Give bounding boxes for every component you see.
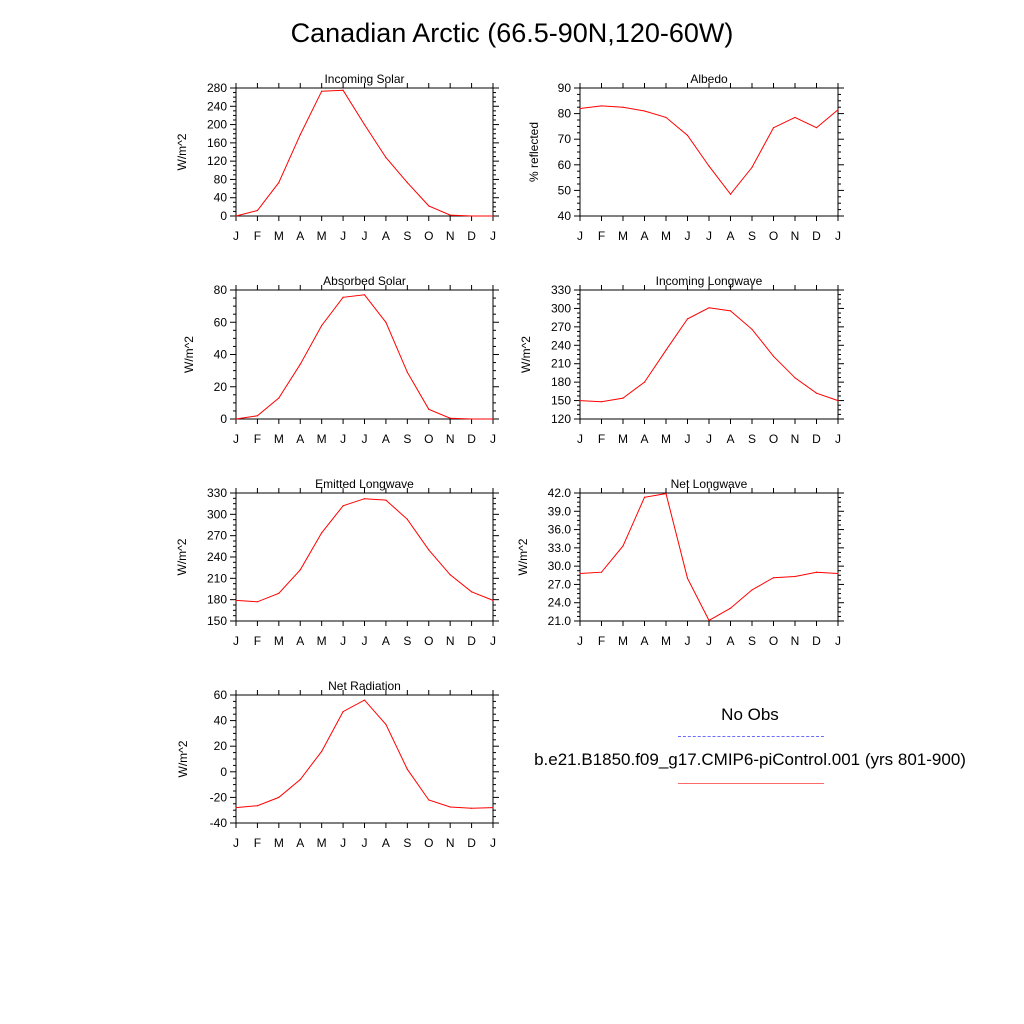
data-point xyxy=(644,110,645,111)
series-line xyxy=(236,90,493,216)
plot-frame xyxy=(580,493,838,621)
x-tick-label: D xyxy=(812,634,821,648)
y-tick-label: 20 xyxy=(213,739,227,754)
data-point xyxy=(730,194,731,195)
chart-panel-4 xyxy=(519,274,844,446)
y-tick-label: 80 xyxy=(557,106,571,121)
x-tick-label: O xyxy=(424,634,434,648)
data-point xyxy=(773,577,774,578)
x-tick-label: S xyxy=(403,229,412,243)
x-tick-label: A xyxy=(381,432,390,446)
x-tick-label: M xyxy=(618,634,628,648)
data-point xyxy=(837,109,838,110)
series-line xyxy=(236,295,493,419)
y-tick-label: 33.0 xyxy=(547,540,571,555)
x-tick-label: J xyxy=(577,229,583,243)
chart-panel-5 xyxy=(175,477,499,648)
x-tick-label: D xyxy=(467,634,476,648)
y-tick-label: 0 xyxy=(220,412,227,426)
x-tick-label: A xyxy=(381,634,390,648)
y-tick-label: 80 xyxy=(213,172,227,187)
data-point xyxy=(300,569,301,570)
y-tick-label: 27.0 xyxy=(547,577,571,592)
x-tick-label: A xyxy=(640,229,649,243)
y-tick-label: 40 xyxy=(213,713,227,728)
x-tick-label: F xyxy=(597,432,606,446)
x-tick-label: S xyxy=(747,634,757,648)
data-point xyxy=(278,397,279,398)
y-axis-label: W/m^2 xyxy=(519,336,533,373)
x-tick-label: J xyxy=(490,634,496,648)
data-point xyxy=(300,779,301,780)
data-point xyxy=(428,409,429,410)
x-tick-label: N xyxy=(445,432,455,446)
x-tick-label: M xyxy=(618,432,628,446)
x-tick-label: S xyxy=(403,634,412,648)
x-tick-label: J xyxy=(361,836,368,850)
data-point xyxy=(816,393,817,394)
data-point xyxy=(407,182,408,183)
y-tick-label: 70 xyxy=(557,132,571,147)
y-tick-label: 240 xyxy=(206,99,227,114)
data-point xyxy=(385,500,386,501)
y-tick-label: 42.0 xyxy=(547,486,571,500)
data-point xyxy=(492,418,493,419)
data-point xyxy=(601,572,602,573)
y-tick-label: 36.0 xyxy=(547,522,571,537)
data-point xyxy=(235,215,236,216)
x-tick-label: M xyxy=(661,229,671,243)
y-tick-label: 240 xyxy=(550,338,571,353)
x-tick-label: M xyxy=(618,229,628,243)
y-axis-label: W/m^2 xyxy=(182,336,196,373)
y-tick-label: 24.0 xyxy=(547,595,571,610)
x-tick-label: J xyxy=(340,836,347,850)
plot-frame xyxy=(580,290,838,419)
x-tick-label: M xyxy=(316,634,327,648)
x-tick-label: J xyxy=(233,634,239,648)
x-tick-label: M xyxy=(273,634,284,648)
data-point xyxy=(321,751,322,752)
data-point xyxy=(644,382,645,383)
y-tick-label: 20 xyxy=(213,379,227,394)
data-point xyxy=(751,167,752,168)
x-tick-label: N xyxy=(445,634,455,648)
y-tick-label: 40 xyxy=(213,347,227,362)
data-point xyxy=(342,505,343,506)
y-tick-label: 200 xyxy=(206,117,227,132)
series-line xyxy=(580,106,838,194)
data-point xyxy=(342,90,343,91)
data-point xyxy=(257,805,258,806)
data-point xyxy=(816,572,817,573)
data-point xyxy=(364,124,365,125)
x-tick-label: A xyxy=(726,634,735,648)
x-tick-label: A xyxy=(381,836,390,850)
y-tick-label: 39.0 xyxy=(547,504,571,519)
x-tick-label: N xyxy=(445,836,455,850)
series-line xyxy=(580,494,838,621)
series-line xyxy=(236,499,493,602)
data-point xyxy=(407,769,408,770)
data-point xyxy=(450,574,451,575)
x-tick-label: J xyxy=(361,432,368,446)
data-point xyxy=(342,297,343,298)
data-point xyxy=(300,364,301,365)
x-tick-label: S xyxy=(403,432,412,446)
y-tick-label: 300 xyxy=(550,301,571,316)
y-tick-label: 210 xyxy=(550,356,571,371)
data-point xyxy=(794,117,795,118)
x-tick-label: A xyxy=(296,634,305,648)
x-tick-label: O xyxy=(424,836,434,850)
x-tick-label: F xyxy=(253,634,262,648)
chart-title: Albedo xyxy=(690,72,728,86)
data-point xyxy=(450,214,451,215)
x-tick-label: J xyxy=(490,432,496,446)
y-axis-label: W/m^2 xyxy=(175,133,189,171)
y-tick-label: 180 xyxy=(206,592,227,607)
x-tick-label: D xyxy=(467,229,476,243)
data-point xyxy=(321,532,322,533)
x-tick-label: N xyxy=(445,229,455,243)
x-tick-label: S xyxy=(747,229,757,243)
y-tick-label: 240 xyxy=(206,550,227,564)
x-tick-label: J xyxy=(577,634,583,648)
data-point xyxy=(687,578,688,579)
x-tick-label: D xyxy=(467,836,476,850)
x-tick-label: J xyxy=(340,634,347,648)
y-axis-label: W/m^2 xyxy=(175,538,189,576)
data-point xyxy=(407,519,408,520)
y-tick-label: 0 xyxy=(220,209,227,223)
data-point xyxy=(471,808,472,809)
data-point xyxy=(428,799,429,800)
data-point xyxy=(601,105,602,106)
x-tick-label: M xyxy=(273,432,284,446)
x-tick-label: M xyxy=(316,836,327,850)
data-point xyxy=(794,576,795,577)
x-tick-label: D xyxy=(812,432,821,446)
data-point xyxy=(751,589,752,590)
data-point xyxy=(794,377,795,378)
legend-model-label: b.e21.B1850.f09_g17.CMIP6-piControl.001 (yrs 801-900) xyxy=(534,750,966,769)
data-point xyxy=(407,372,408,373)
y-tick-label: 120 xyxy=(206,154,227,169)
x-tick-label: A xyxy=(296,229,305,243)
data-point xyxy=(364,498,365,499)
y-tick-label: 60 xyxy=(213,688,227,702)
data-point xyxy=(235,807,236,808)
data-point xyxy=(773,356,774,357)
y-tick-label: 280 xyxy=(206,81,227,95)
x-tick-label: J xyxy=(340,229,347,243)
x-tick-label: A xyxy=(640,432,649,446)
x-tick-label: M xyxy=(661,432,671,446)
plot-frame xyxy=(236,290,493,419)
data-point xyxy=(665,350,666,351)
data-point xyxy=(321,91,322,92)
y-tick-label: -40 xyxy=(209,816,227,830)
y-tick-label: 330 xyxy=(550,283,571,297)
x-tick-label: D xyxy=(467,432,476,446)
data-point xyxy=(579,108,580,109)
data-point xyxy=(257,601,258,602)
x-tick-label: M xyxy=(316,229,327,243)
plot-frame xyxy=(236,88,493,216)
data-point xyxy=(601,401,602,402)
data-point xyxy=(708,307,709,308)
x-tick-label: J xyxy=(706,229,712,243)
chart-panel-3 xyxy=(182,274,499,446)
x-tick-label: F xyxy=(253,229,262,243)
x-tick-label: J xyxy=(490,229,496,243)
x-tick-label: O xyxy=(424,229,434,243)
chart-panel-7 xyxy=(176,679,499,850)
y-tick-label: 330 xyxy=(206,486,227,500)
data-point xyxy=(471,215,472,216)
y-tick-label: 50 xyxy=(557,183,571,198)
x-tick-label: M xyxy=(273,229,284,243)
data-point xyxy=(342,711,343,712)
x-tick-label: N xyxy=(790,229,800,243)
data-point xyxy=(708,620,709,621)
x-tick-label: A xyxy=(296,432,305,446)
x-tick-label: S xyxy=(403,836,412,850)
x-tick-label: O xyxy=(424,432,434,446)
data-point xyxy=(644,497,645,498)
chart-title: Net Longwave xyxy=(670,477,748,491)
data-point xyxy=(321,325,322,326)
data-point xyxy=(471,418,472,419)
x-tick-label: J xyxy=(340,432,347,446)
x-tick-label: J xyxy=(706,634,712,648)
data-point xyxy=(235,418,236,419)
data-point xyxy=(450,418,451,419)
y-tick-label: 60 xyxy=(557,157,571,172)
y-axis-label: W/m^2 xyxy=(516,538,530,576)
data-point xyxy=(622,545,623,546)
chart-panel-1 xyxy=(175,72,499,243)
x-tick-label: F xyxy=(597,634,606,648)
y-tick-label: 180 xyxy=(550,375,571,390)
chart-title: Incoming Longwave xyxy=(655,274,763,288)
data-point xyxy=(579,400,580,401)
y-tick-label: 80 xyxy=(213,283,227,297)
plot-frame xyxy=(236,695,493,823)
x-tick-label: S xyxy=(747,432,757,446)
x-tick-label: J xyxy=(835,229,841,243)
x-tick-label: J xyxy=(684,229,691,243)
legend-model-line xyxy=(678,783,824,784)
x-tick-label: A xyxy=(726,432,735,446)
y-tick-label: 21.0 xyxy=(547,614,571,628)
y-tick-label: -20 xyxy=(209,790,227,805)
x-tick-label: M xyxy=(273,836,284,850)
x-tick-label: O xyxy=(768,634,779,648)
data-point xyxy=(257,210,258,211)
series-line xyxy=(236,700,493,808)
y-tick-label: 40 xyxy=(557,209,571,223)
y-axis-label: W/m^2 xyxy=(176,740,190,778)
data-point xyxy=(385,724,386,725)
page-title: Canadian Arctic (66.5-90N,120-60W) xyxy=(290,18,734,48)
x-tick-label: F xyxy=(597,229,606,243)
data-point xyxy=(622,398,623,399)
chart-title: Emitted Longwave xyxy=(315,477,414,491)
data-point xyxy=(492,600,493,601)
data-point xyxy=(837,573,838,574)
data-point xyxy=(428,205,429,206)
x-tick-label: J xyxy=(361,634,368,648)
x-tick-label: M xyxy=(316,432,327,446)
y-tick-label: 60 xyxy=(213,315,227,330)
chart-title: Net Radiation xyxy=(328,679,401,693)
data-point xyxy=(665,117,666,118)
x-tick-label: A xyxy=(296,836,305,850)
x-tick-label: J xyxy=(835,634,841,648)
x-tick-label: A xyxy=(640,634,649,648)
x-tick-label: N xyxy=(790,432,800,446)
y-tick-label: 210 xyxy=(206,571,227,586)
x-tick-label: J xyxy=(233,229,239,243)
x-tick-label: J xyxy=(684,432,691,446)
x-tick-label: A xyxy=(726,229,735,243)
series-line xyxy=(580,308,838,402)
x-tick-label: N xyxy=(790,634,800,648)
x-tick-label: O xyxy=(768,432,779,446)
x-tick-label: J xyxy=(706,432,712,446)
data-point xyxy=(300,134,301,135)
data-point xyxy=(278,182,279,183)
y-tick-label: 270 xyxy=(550,319,571,334)
data-point xyxy=(579,573,580,574)
x-tick-label: J xyxy=(577,432,583,446)
data-point xyxy=(364,700,365,701)
legend-obs-label: No Obs xyxy=(721,705,779,724)
x-tick-label: J xyxy=(835,432,841,446)
data-point xyxy=(687,135,688,136)
y-tick-label: 40 xyxy=(213,190,227,205)
x-tick-label: F xyxy=(253,432,262,446)
x-tick-label: J xyxy=(490,836,496,850)
data-point xyxy=(428,549,429,550)
x-tick-label: J xyxy=(233,432,239,446)
x-tick-label: A xyxy=(381,229,390,243)
x-tick-label: M xyxy=(661,634,671,648)
y-tick-label: 150 xyxy=(206,614,227,628)
legend-obs-line xyxy=(678,736,824,737)
x-tick-label: J xyxy=(684,634,691,648)
data-point xyxy=(837,400,838,401)
y-tick-label: 300 xyxy=(206,507,227,522)
data-point xyxy=(730,310,731,311)
data-point xyxy=(278,797,279,798)
data-point xyxy=(450,806,451,807)
chart-panel-6 xyxy=(516,477,844,648)
x-tick-label: D xyxy=(812,229,821,243)
plot-frame xyxy=(236,493,493,621)
x-tick-label: J xyxy=(233,836,239,850)
chart-panel-2 xyxy=(527,72,844,243)
y-tick-label: 90 xyxy=(557,81,571,95)
data-point xyxy=(257,415,258,416)
data-point xyxy=(364,294,365,295)
y-tick-label: 160 xyxy=(206,135,227,150)
data-point xyxy=(622,107,623,108)
data-point xyxy=(751,329,752,330)
y-tick-label: 270 xyxy=(206,528,227,543)
y-tick-label: 30.0 xyxy=(547,559,571,574)
data-point xyxy=(730,608,731,609)
data-point xyxy=(687,318,688,319)
y-tick-label: 0 xyxy=(220,764,227,779)
y-tick-label: 120 xyxy=(550,412,571,426)
chart-title: Absorbed Solar xyxy=(323,274,406,288)
data-point xyxy=(773,127,774,128)
x-tick-label: O xyxy=(768,229,779,243)
x-tick-label: F xyxy=(253,836,262,850)
chart-title: Incoming Solar xyxy=(324,72,405,86)
y-tick-label: 150 xyxy=(550,393,571,408)
data-point xyxy=(492,215,493,216)
data-point xyxy=(471,591,472,592)
data-point xyxy=(235,600,236,601)
data-point xyxy=(816,127,817,128)
y-axis-label: % reflected xyxy=(527,121,541,183)
data-point xyxy=(278,593,279,594)
data-point xyxy=(385,157,386,158)
data-point xyxy=(385,322,386,323)
data-point xyxy=(665,493,666,494)
x-tick-label: J xyxy=(361,229,368,243)
data-point xyxy=(492,807,493,808)
data-point xyxy=(708,165,709,166)
